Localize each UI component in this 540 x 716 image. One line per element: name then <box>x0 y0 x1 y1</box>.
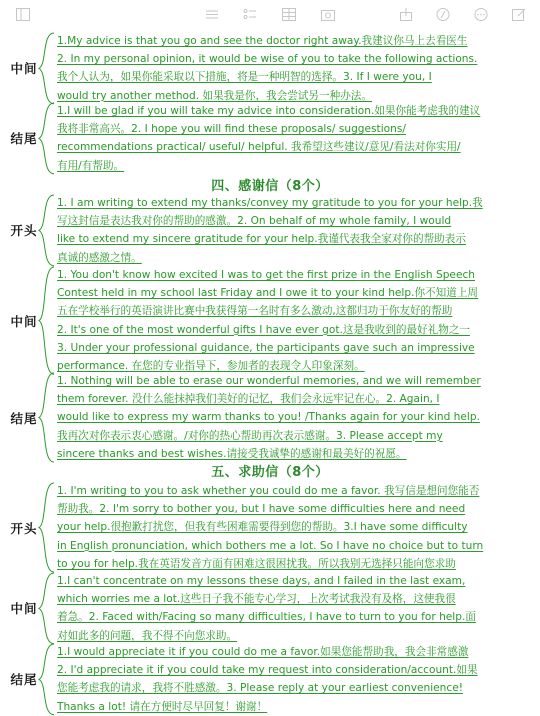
text-line: 2. I'd appreciate it if you could take my request into consideration/account.如果 <box>57 664 478 677</box>
brace-icon <box>38 194 56 267</box>
text-line: recommendations practical/ useful/ helpful. 我希望这些建议/意见/看法对你实用/ <box>57 141 461 154</box>
text-line: 1. You don't know how excited I was to get the first prize in the English Speech <box>57 269 476 281</box>
text-line: 写这封信是表达我对你的帮助的感激。2. On behalf of my whole family, I would <box>57 215 452 228</box>
group-text <box>57 32 535 105</box>
text-line: your help.很抱歉打扰您，但我有些困难需要得到您的帮助。3.I have some difficulty <box>57 521 468 534</box>
text-line: 1. I am writing to extend my thanks/convey my gratitude to you for your help.我 <box>57 197 483 209</box>
section-heading: 五、求助信（8个） <box>211 465 329 480</box>
text-line: would like to express my warm thanks to you! /Thanks again for your kind help. <box>57 411 480 424</box>
group-text <box>57 102 535 175</box>
text-line: 我再次对你表示衷心感谢。/对你的热心帮助再次表示感谢。3. Please accept my <box>57 429 443 442</box>
brace-path <box>39 573 54 644</box>
text-line: 五在学校举行的英语演讲比赛中我获得第一名时有多么激动,这都归功于你友好的帮助 <box>57 305 453 318</box>
brace-path <box>39 373 54 462</box>
text-line: sincere thanks and best wishes.请接受我诚挚的感谢和最美好的祝愿。 <box>57 447 407 460</box>
brace-path <box>39 33 54 104</box>
section-heading: 四、感谢信（8个） <box>211 179 329 194</box>
content-group <box>0 572 540 645</box>
group-label: 中间 <box>10 61 38 77</box>
text-line: 帮助我。2. I'm sorry to bother you, but I have some difficulties here and need <box>57 503 466 516</box>
text-line: 我个人认为，如果你能采取以下措施，将是一种明智的选择。3. If I were you, I <box>57 71 432 84</box>
group-label: 结尾 <box>10 131 38 147</box>
content-group <box>0 102 540 175</box>
text-line: 有用/有帮助。 <box>57 159 125 172</box>
group-text <box>57 643 535 716</box>
content-group <box>0 194 540 267</box>
group-text <box>57 372 535 463</box>
text-line: 着急。2. Faced with/Facing so many difficulties, I have to turn to you for help.面 <box>57 611 476 624</box>
text-line: Thanks a lot! 请在方便时尽早回复！谢谢！ <box>57 700 268 713</box>
brace-icon <box>38 266 56 375</box>
text-line: 2. In my personal opinion, it would be wise of you to take the following actions. <box>57 53 478 66</box>
content-group <box>0 482 540 573</box>
brace-icon <box>38 482 56 573</box>
group-label: 开头 <box>10 223 38 239</box>
group-label: 中间 <box>10 313 38 329</box>
group-label: 结尾 <box>10 672 38 688</box>
brace-icon <box>38 572 56 645</box>
group-label: 中间 <box>10 601 38 617</box>
content-group <box>0 643 540 716</box>
content-group <box>0 266 540 375</box>
text-line: 1.I would appreciate it if you could do me a favor.如果您能帮助我，我会非常感激 <box>57 646 469 658</box>
brace-icon <box>38 643 56 716</box>
text-line: 真诚的感激之情。 <box>57 251 142 264</box>
text-line: 1.My advice is that you go and see the doctor right away.我建议你马上去看医生 <box>57 35 468 47</box>
brace-icon <box>38 102 56 175</box>
brace-path <box>39 103 54 174</box>
group-text <box>57 482 535 573</box>
brace-icon <box>38 372 56 463</box>
text-line: 您能考虑我的请求，我将不胜感激。3. Please reply at your earliest convenience! <box>57 682 463 695</box>
text-line: them forever. 没什么能抹掉我们美好的记忆，我们会永远牢记在心。2. Again, I <box>57 393 440 406</box>
content-group <box>0 32 540 105</box>
brace-path <box>39 483 54 572</box>
text-line: like to extend my sincere gratitude for your help.我谨代表我全家对你的帮助表示 <box>57 233 466 246</box>
group-label: 结尾 <box>10 410 38 426</box>
group-text <box>57 572 535 645</box>
text-line: would try another method. 如果我是你，我会尝试另一种办法。 <box>57 89 372 102</box>
text-line: Contest held in my school last Friday and I owe it to your kind help.你不知道上周 <box>57 287 479 300</box>
text-line: which worries me a lot.这些日子我不能专心学习，上次考试我没有及格，这使我很 <box>57 593 456 606</box>
text-line: to you for help.我在英语发音方面有困难这很困扰我。所以我别无选择只能向您求助 <box>57 557 456 570</box>
text-line: 1. I'm writing to you to ask whether you could do me a favor. 我写信是想问您能否 <box>57 485 480 497</box>
text-line: 我将非常高兴。2. I hope you will find these proposals/ suggestions/ <box>57 123 406 136</box>
group-label: 开头 <box>10 520 38 536</box>
group-text <box>57 266 535 375</box>
text-line: 1.I can't concentrate on my lessons these days, and I failed in the last exam, <box>57 575 466 587</box>
text-line: performance. 在您的专业指导下，参加者的表现令人印象深刻。 <box>57 360 365 373</box>
text-line: in English pronunciation, which bothers me a lot. So I have no choice but to turn <box>57 539 484 552</box>
text-line: 3. Under your professional guidance, the participants gave such an impressive <box>57 341 475 354</box>
text-line: 2. It's one of the most wonderful gifts I have ever got.这是我收到的最好礼物之一 <box>57 323 470 336</box>
text-line: 对如此多的问题，我不得不向您求助。 <box>57 629 238 642</box>
brace-path <box>39 195 54 266</box>
brace-path <box>39 644 54 715</box>
brace-icon <box>38 32 56 105</box>
group-text <box>57 194 535 267</box>
text-line: 1. Nothing will be able to erase our wonderful memories, and we will remember <box>57 375 481 387</box>
brace-path <box>39 267 54 374</box>
text-line: 1.I will be glad if you will take my advice into consideration.如果你能考虑我的建议 <box>57 105 481 117</box>
content-group <box>0 372 540 463</box>
